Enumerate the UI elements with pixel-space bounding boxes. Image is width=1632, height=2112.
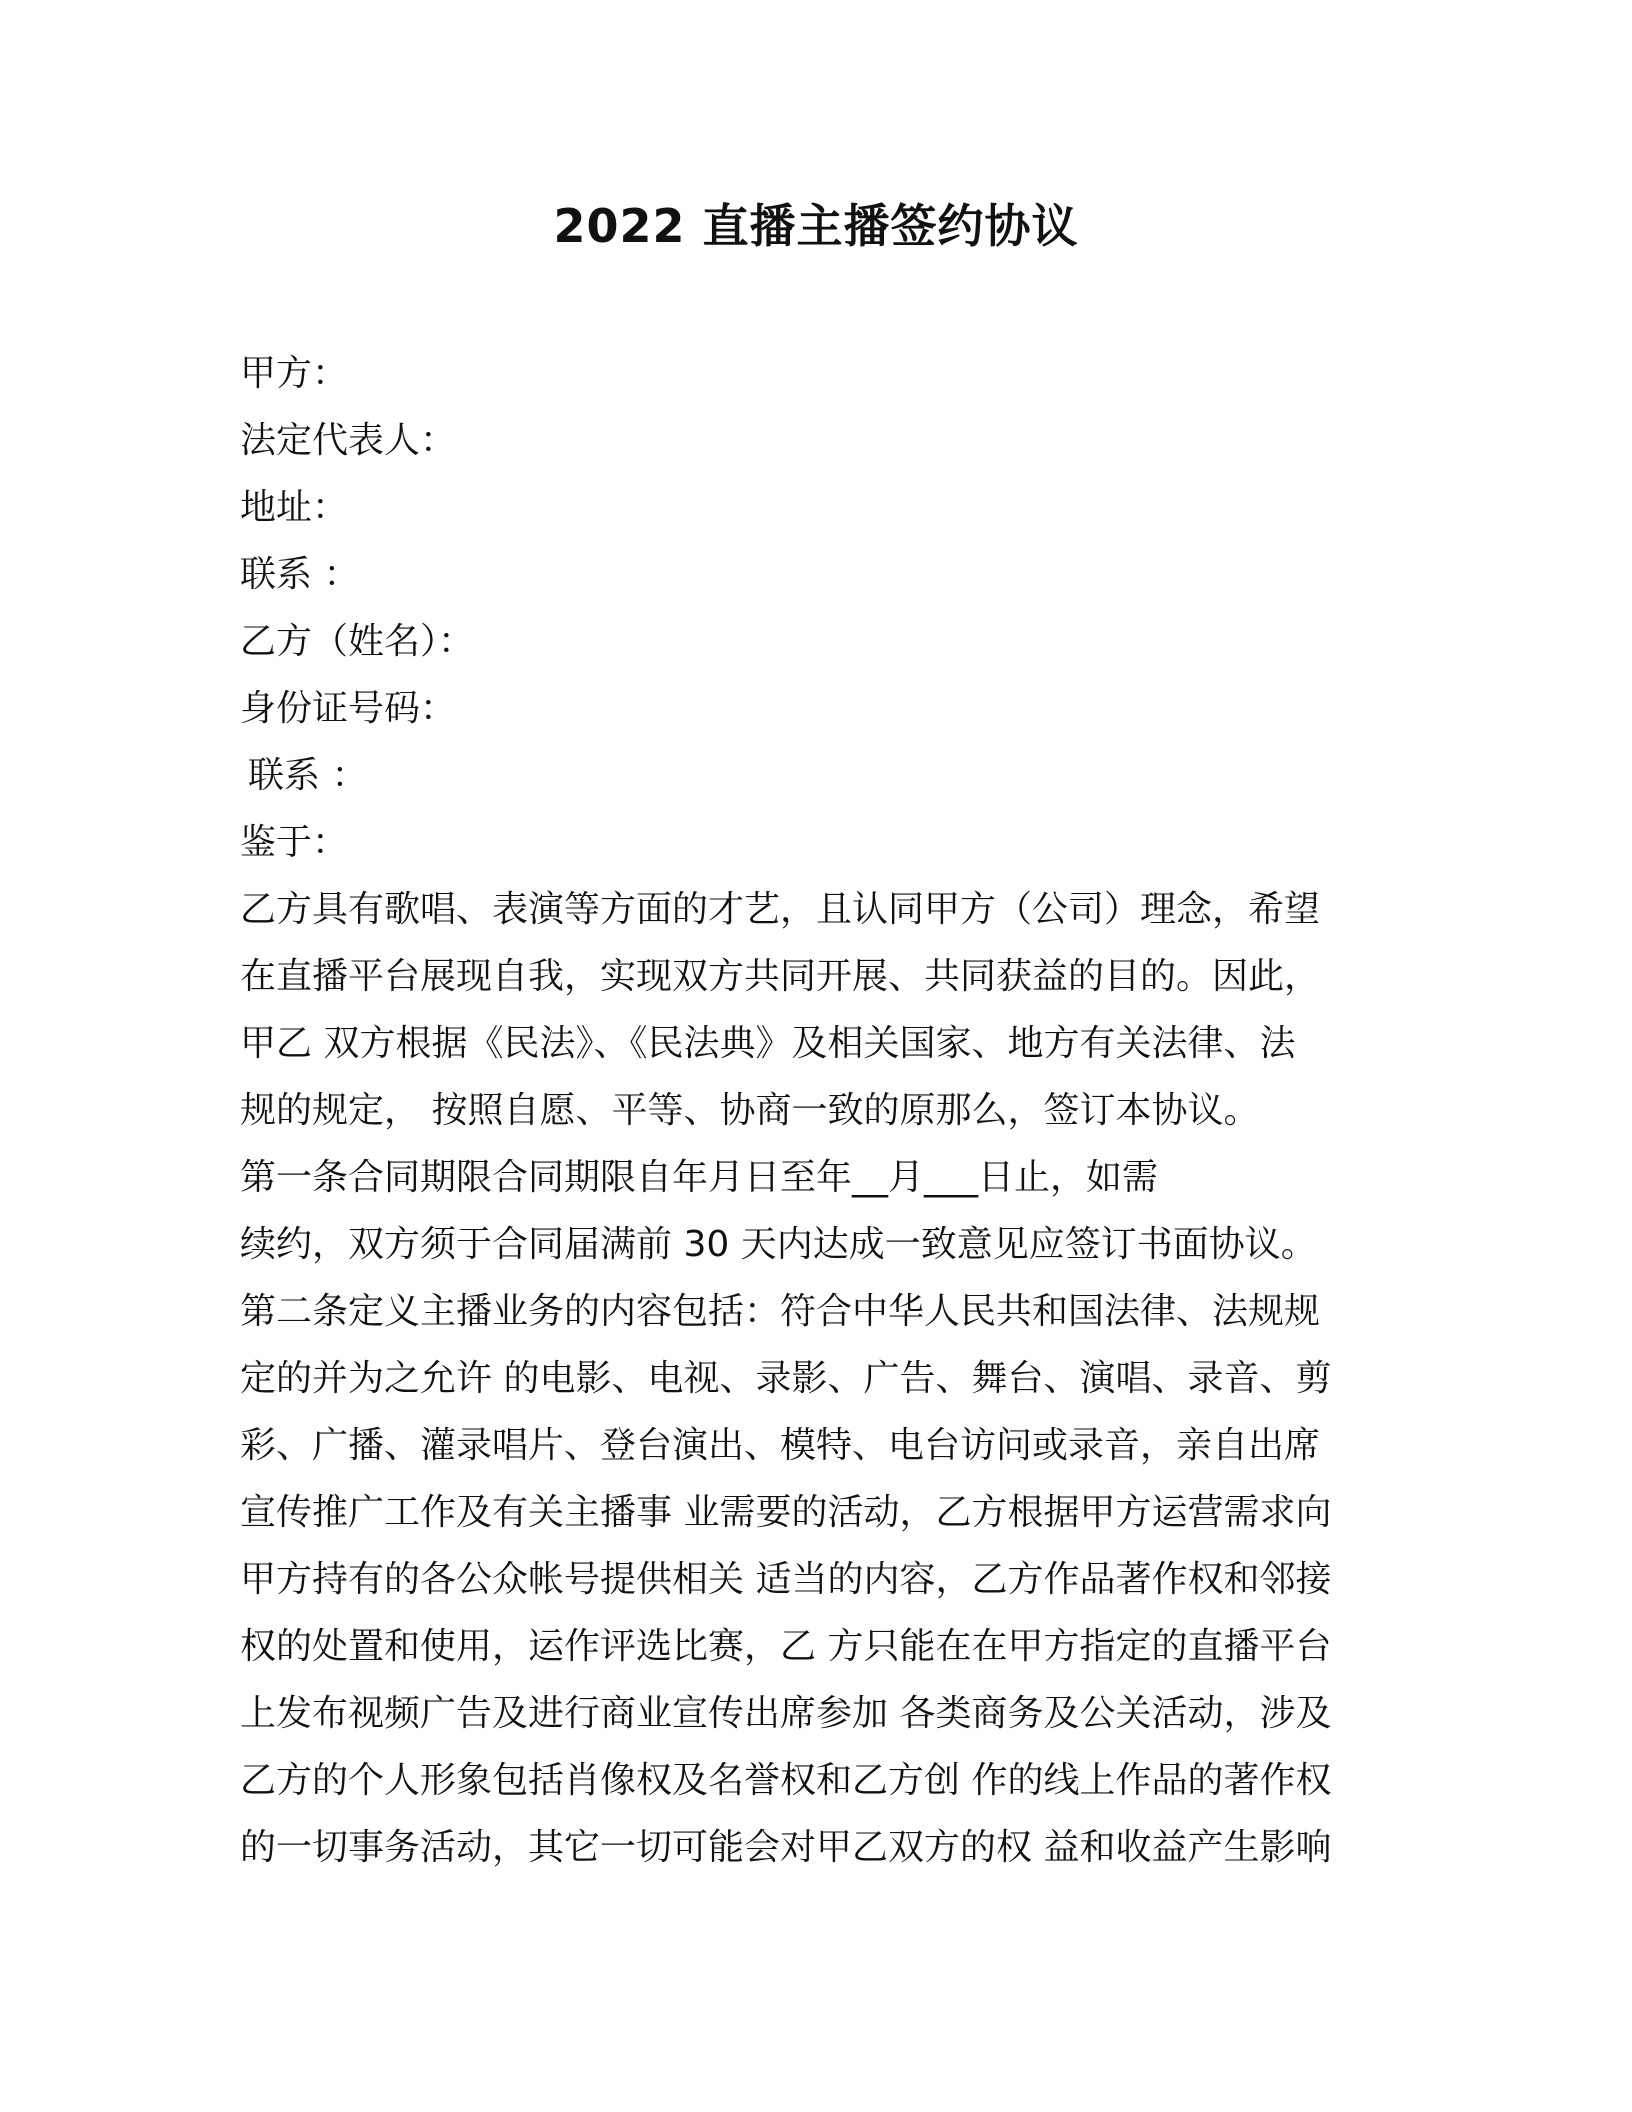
field-party-a: 甲方： xyxy=(240,353,349,394)
body-line: 乙方具有歌唱、表演等方面的才艺，且认同甲方（公司）理念，希望 xyxy=(240,889,1321,930)
field-legal-representative: 法定代表人： xyxy=(240,420,457,461)
body-line: 在直播平台展现自我，实现双方共同开展、共同获益的目的。因此， xyxy=(240,956,1321,997)
field-whereas: 鉴于： xyxy=(240,822,349,863)
article-2-line: 的一切事务活动，其它一切可能会对甲乙双方的权 益和收益产生影响 xyxy=(240,1827,1332,1868)
field-contact-a: 联系 ： xyxy=(240,554,360,595)
document-title: 2022 直播主播签约协议 xyxy=(553,199,1079,253)
field-contact-b: 联系 ： xyxy=(248,755,368,796)
article-2-line: 乙方的个人形象包括肖像权及名誉权和乙方创 作的线上作品的著作权 xyxy=(240,1760,1332,1801)
field-address: 地址： xyxy=(240,487,349,528)
article-2-line: 彩、广播、灌录唱片、登台演出、模特、电台访问或录音，亲自出席 xyxy=(240,1425,1321,1466)
article-1-line: 第一条合同期限合同期限自年月日至年__月___日止，如需 xyxy=(240,1157,1159,1198)
field-party-b-name: 乙方（姓名）： xyxy=(240,621,475,662)
field-id-number: 身份证号码： xyxy=(240,688,457,729)
article-2-line: 权的处置和使用，运作评选比赛，乙 方只能在在甲方指定的直播平台 xyxy=(240,1626,1332,1667)
article-2-line: 第二条定义主播业务的内容包括：符合中华人民共和国法律、法规规 xyxy=(240,1291,1321,1332)
body-line: 甲乙 双方根据《民法》、《民法典》及相关国家、地方有关法律、法 xyxy=(240,1023,1296,1064)
article-2-line: 宣传推广工作及有关主播事 业需要的活动，乙方根据甲方运营需求向 xyxy=(240,1492,1332,1533)
article-2-line: 甲方持有的各公众帐号提供相关 适当的内容，乙方作品著作权和邻接 xyxy=(240,1559,1332,1600)
article-2-line: 上发布视频广告及进行商业宣传出席参加 各类商务及公关活动，涉及 xyxy=(240,1693,1332,1734)
article-2-line: 定的并为之允许 的电影、电视、录影、广告、舞台、演唱、录音、剪 xyxy=(240,1358,1332,1399)
article-1-line: 续约，双方须于合同届满前 30 天内达成一致意见应签订书面协议。 xyxy=(240,1224,1317,1265)
body-line: 规的规定， 按照自愿、平等、协商一致的原那么，签订本协议。 xyxy=(240,1090,1260,1131)
document-body xyxy=(240,340,1360,1881)
